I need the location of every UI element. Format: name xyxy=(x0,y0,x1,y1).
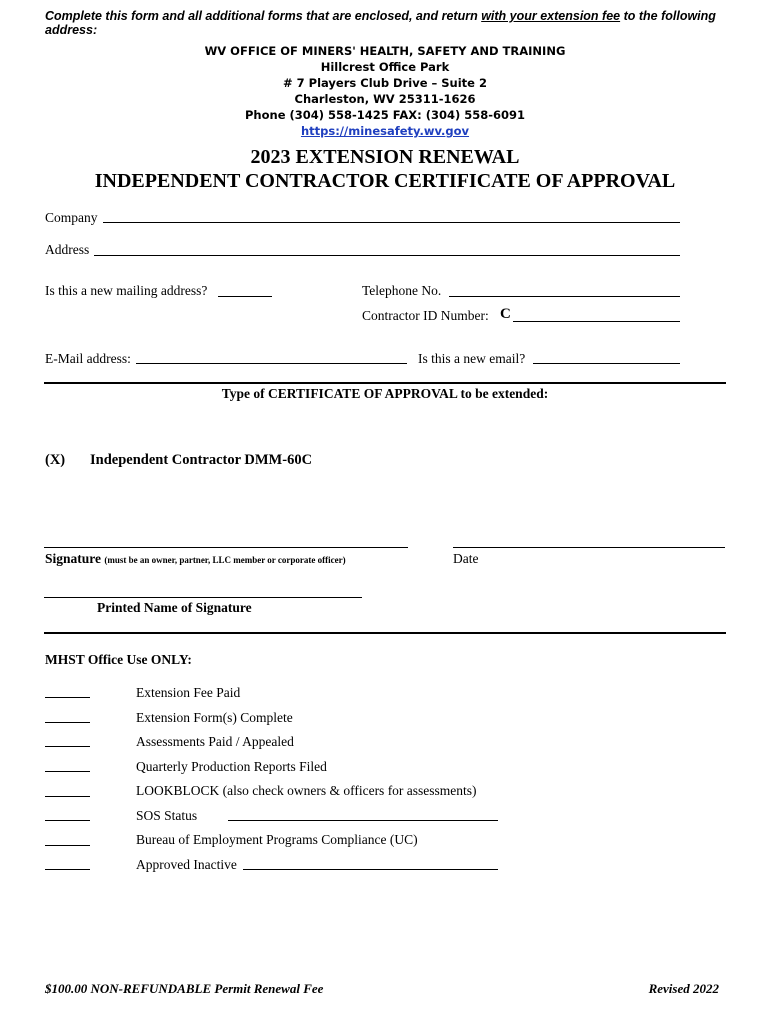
checklist-blank[interactable] xyxy=(45,722,90,723)
office-city: Charleston, WV 25311-1626 xyxy=(294,92,476,106)
selection-mark[interactable]: (X) xyxy=(45,452,66,468)
date-label: Date xyxy=(453,551,479,566)
company-field[interactable] xyxy=(103,222,680,223)
footer-fee: $100.00 NON-REFUNDABLE Permit Renewal Fee xyxy=(45,981,324,996)
section-divider xyxy=(44,382,726,384)
printed-name-label: Printed Name of Signature xyxy=(97,600,252,615)
checklist-blank[interactable] xyxy=(45,697,90,698)
new-email-field[interactable] xyxy=(533,363,680,364)
checklist-item: SOS Status xyxy=(136,808,198,823)
checklist-blank[interactable] xyxy=(45,746,90,747)
checklist-item: Extension Form(s) Complete xyxy=(136,710,293,725)
signature-field[interactable] xyxy=(44,547,408,548)
instructions-emphasis: with your extension fee xyxy=(481,9,621,23)
office-phone-fax: Phone (304) 558-1425 FAX: (304) 558-6091 xyxy=(244,108,526,122)
instructions-part-1: Complete this form and all additional forms that are enclosed, and return xyxy=(45,9,482,23)
checklist-item: Approved Inactive xyxy=(136,857,237,872)
signature-caption xyxy=(45,551,346,567)
address-field[interactable] xyxy=(94,255,680,256)
instructions-text xyxy=(45,9,735,37)
email-field[interactable] xyxy=(136,363,407,364)
checklist-blank[interactable] xyxy=(45,771,90,772)
form-title xyxy=(0,145,770,193)
address-label: Address xyxy=(45,242,90,257)
contractor-id-label: Contractor ID Number: xyxy=(362,308,489,323)
title-line-2: INDEPENDENT CONTRACTOR CERTIFICATE OF APPROVAL xyxy=(94,170,676,192)
new-email-label: Is this a new email? xyxy=(418,351,526,366)
approved-inactive-field[interactable] xyxy=(243,869,498,870)
email-label: E-Mail address: xyxy=(45,351,131,366)
company-label: Company xyxy=(45,210,98,225)
contractor-id-field[interactable] xyxy=(513,321,680,322)
checklist-blank[interactable] xyxy=(45,796,90,797)
checklist-item: LOOKBLOCK (also check owners & officers for assessments) xyxy=(136,783,477,798)
office-use-divider xyxy=(44,632,726,634)
new-mailing-field[interactable] xyxy=(218,296,272,297)
office-address-block xyxy=(0,43,770,139)
signature-note: (must be an owner, partner, LLC member or corporate officer) xyxy=(104,555,346,565)
date-field[interactable] xyxy=(453,547,725,548)
checklist-blank[interactable] xyxy=(45,845,90,846)
office-street: # 7 Players Club Drive – Suite 2 xyxy=(283,76,487,90)
office-park: Hillcrest Office Park xyxy=(320,60,450,74)
contractor-id-prefix: C xyxy=(500,306,511,322)
signature-label: Signature xyxy=(45,551,102,566)
instructions-part-2: to the following address: xyxy=(45,9,716,37)
checklist-blank[interactable] xyxy=(45,869,90,870)
footer-revised: Revised 2022 xyxy=(648,981,719,996)
certificate-type-heading: Type of CERTIFICATE OF APPROVAL to be extended: xyxy=(221,386,549,401)
checklist-item: Bureau of Employment Programs Compliance (UC) xyxy=(136,832,418,847)
checklist-blank[interactable] xyxy=(45,820,90,821)
office-use-heading: MHST Office Use ONLY: xyxy=(45,652,192,667)
title-line-1: 2023 EXTENSION RENEWAL xyxy=(250,146,520,168)
selection-label: Independent Contractor DMM-60C xyxy=(90,452,313,468)
telephone-label: Telephone No. xyxy=(362,283,442,298)
new-mailing-label: Is this a new mailing address? xyxy=(45,283,208,298)
checklist-item: Assessments Paid / Appealed xyxy=(136,734,294,749)
checklist-item: Quarterly Production Reports Filed xyxy=(136,759,327,774)
telephone-field[interactable] xyxy=(449,296,680,297)
sos-status-field[interactable] xyxy=(228,820,498,821)
website-link[interactable]: https://minesafety.wv.gov xyxy=(300,124,470,138)
checklist-item: Extension Fee Paid xyxy=(136,685,241,700)
office-name: WV OFFICE OF MINERS' HEALTH, SAFETY AND TRAINING xyxy=(204,44,566,58)
printed-name-field[interactable] xyxy=(44,597,362,598)
